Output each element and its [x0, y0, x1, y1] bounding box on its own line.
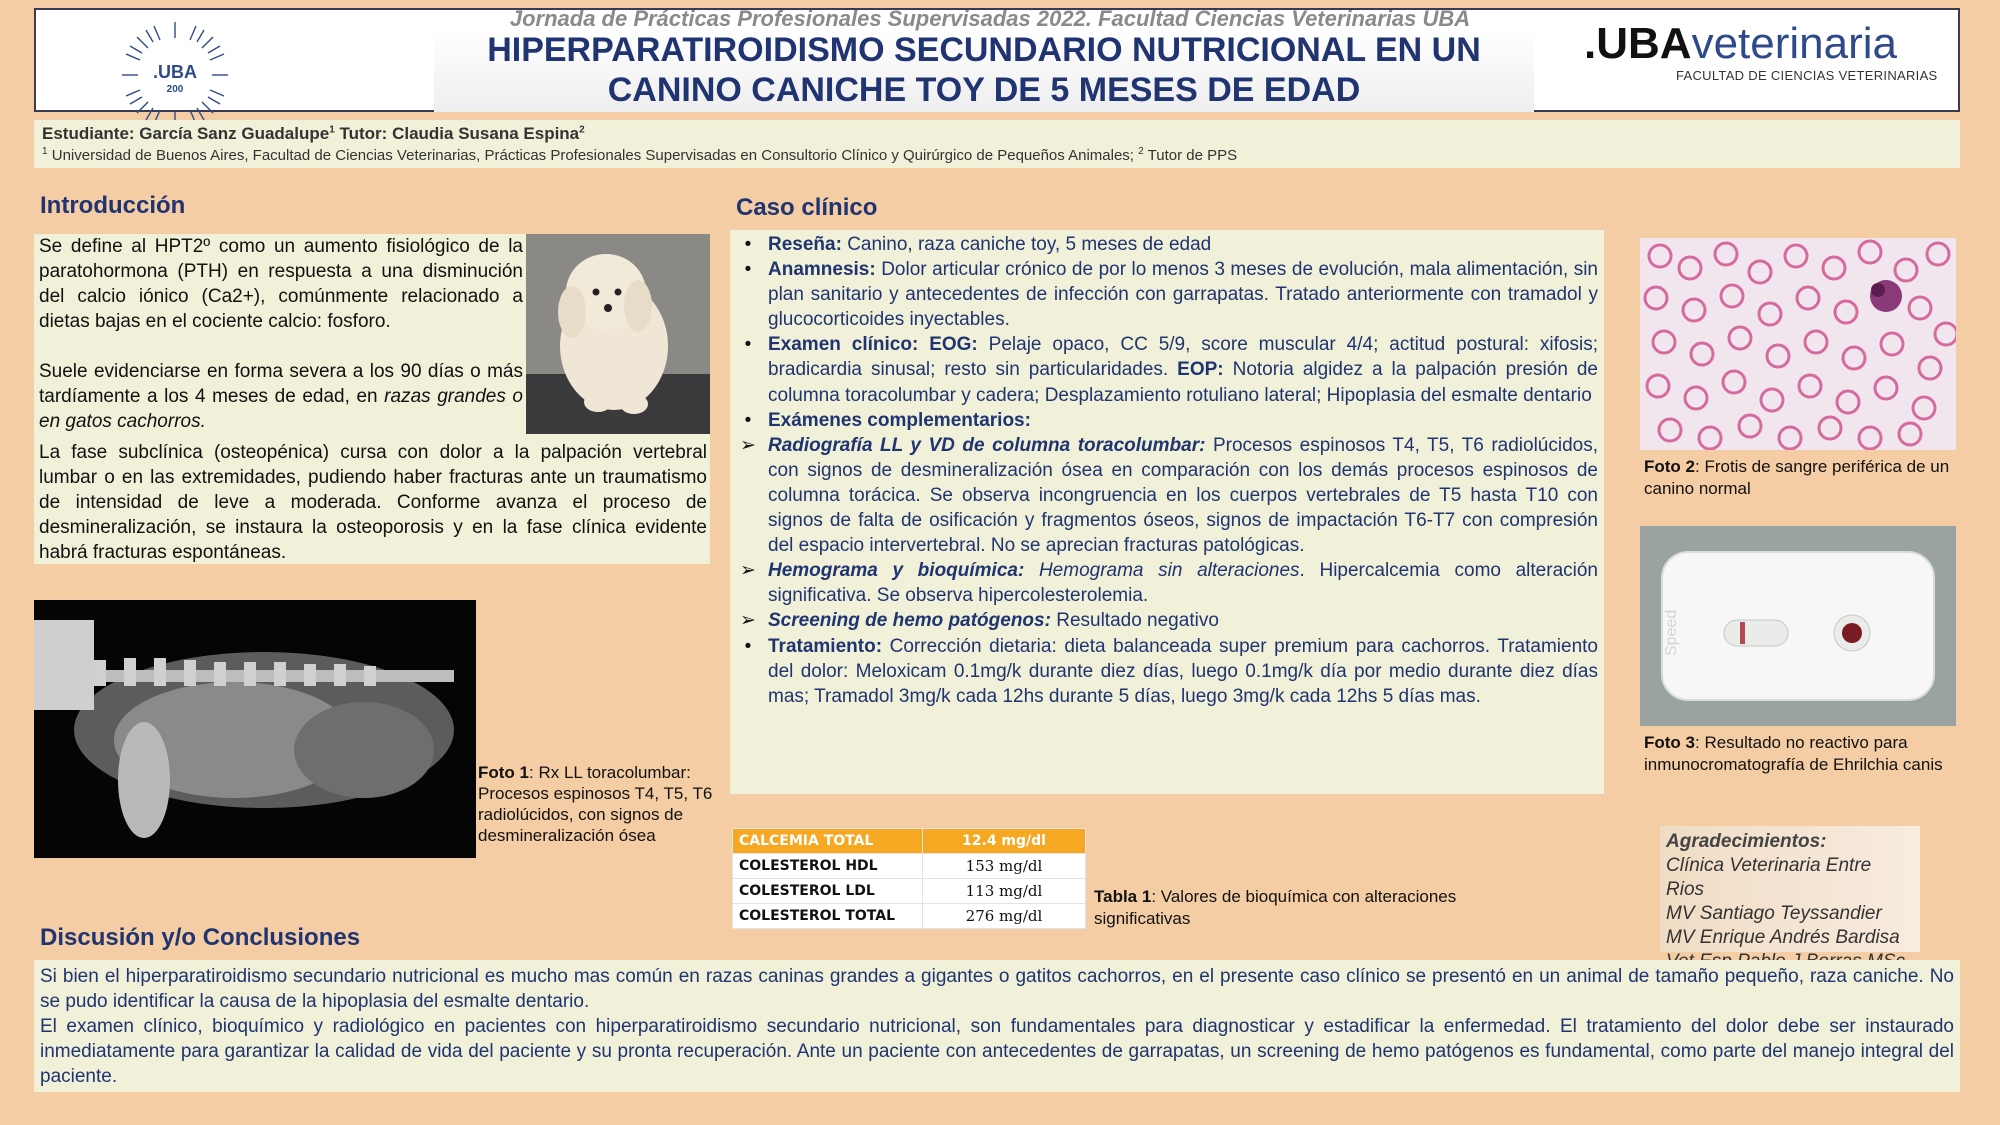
acknowledgement-name: MV Santiago Teyssandier: [1666, 903, 1882, 924]
acknowledgements-heading: Agradecimientos:: [1666, 831, 1827, 852]
foto1-label: Foto 1: [478, 763, 529, 782]
acknowledgement-name: MV Enrique Andrés Bardisa: [1666, 927, 1900, 948]
vet-brand-sub: FACULTAD DE CIENCIAS VETERINARIAS: [1676, 68, 1938, 83]
student-name: García Sanz Guadalupe: [139, 124, 330, 143]
authors-line: [42, 124, 1952, 144]
table-key: COLESTEROL HDL: [733, 854, 923, 879]
vet-brand-bold: .UBA: [1584, 19, 1692, 68]
case-label: Anamnesis:: [768, 259, 876, 281]
foto2-caption: [1644, 456, 1954, 500]
case-item-hemograma: [734, 558, 1598, 608]
table-row: [733, 904, 1086, 929]
poster-title: [434, 30, 1534, 110]
case-item-radiografia: [734, 433, 1598, 558]
table-key: COLESTEROL TOTAL: [733, 904, 923, 929]
case-item-complementarios: [734, 408, 1598, 433]
table-value: 276 mg/dl: [923, 904, 1086, 929]
foto3-caption: [1644, 732, 1954, 776]
foto2-label: Foto 2: [1644, 457, 1695, 476]
foto3-label: Foto 3: [1644, 733, 1695, 752]
acknowledgement-name: Clínica Veterinaria Entre Rios: [1666, 855, 1872, 900]
table-value: 113 mg/dl: [923, 879, 1086, 904]
case-item-anamnesis: [734, 257, 1598, 332]
table1-label: Tabla 1: [1094, 887, 1152, 906]
case-bullet: •: [744, 234, 752, 255]
case-bullet: •: [744, 635, 752, 657]
case-label: Hemograma y bioquímica:: [768, 560, 1025, 582]
case-item-screening: [734, 608, 1598, 633]
rapid-test-photo: [1640, 526, 1956, 726]
case-item-examen: [734, 332, 1598, 407]
tutor-name: Claudia Susana Espina: [392, 124, 580, 143]
case-bullet: ➢: [740, 434, 756, 456]
table-value: 153 mg/dl: [923, 854, 1086, 879]
table-row: [733, 829, 1086, 854]
table-value: 12.4 mg/dl: [923, 829, 1086, 854]
uba-veterinaria-logo: [1584, 20, 1944, 90]
case-text: Corrección dietaria: dieta balanceada super premium para cachorros. Tratamiento del dolor: Meloxicam 0.1mg/k durante diez días, luego 0.1mg/k día por medio durante diez días mas; Tramadol 3mg/k cada 12hs durante 5 días, luego 3mg/k cada 12hs 5 días mas.: [768, 635, 1598, 707]
authors-panel: [34, 120, 1960, 168]
biochemistry-table: [732, 828, 1086, 929]
title-line-1: HIPERPARATIROIDISMO SECUNDARIO NUTRICIONAL EN UN: [487, 31, 1481, 69]
table-key: COLESTEROL LDL: [733, 879, 923, 904]
case-bullet: •: [744, 334, 752, 356]
conference-name: Jornada de Prácticas Profesionales Supervisadas 2022. Facultad Ciencias Veterinarias UBA: [509, 6, 1471, 31]
case-item-tratamiento: [734, 634, 1598, 709]
case-text-2: Notoria algidez a la palpación presión de columna toracolumbar y cadera; Desplazamiento rotuliano lateral; Hipoplasia del esmalte dentario: [768, 359, 1598, 406]
tutor-sup: 2: [579, 124, 585, 136]
vet-brand-light: veterinaria: [1691, 19, 1897, 68]
case-label: Reseña:: [768, 234, 842, 255]
conclusions-heading: Discusión y/o Conclusiones: [40, 924, 361, 951]
student-label: Estudiante:: [42, 124, 135, 143]
foto1-text: : Rx LL toracolumbar: Procesos espinosos T4, T5, T6 radiolúcidos, con signos de desmineralización ósea: [478, 763, 713, 845]
case-text: . Hipercalcemia como alteración significativa. Se observa hipercolesterolemia.: [768, 560, 1598, 607]
affiliations-line: [42, 146, 1952, 164]
case-label-2: EOP:: [1168, 359, 1224, 381]
foto2-text: : Frotis de sangre periférica de un canino normal: [1644, 457, 1950, 498]
table1-caption: [1094, 886, 1514, 930]
affiliation-2: Tutor de PPS: [1147, 147, 1238, 164]
intro-p2-text: Suele evidenciarse en forma severa a los 90 días o más tardíamente a los 4 meses de edad, en: [39, 361, 523, 407]
foto3-text: : Resultado no reactivo para inmunocromatografía de Ehrilchia canis: [1644, 733, 1943, 774]
case-text: Resultado negativo: [1050, 610, 1219, 632]
blood-smear-photo: [1640, 238, 1956, 450]
case-bullet: •: [744, 259, 752, 281]
case-panel: [730, 230, 1604, 794]
intro-p2-italic: razas grandes o en gatos cachorros.: [39, 386, 524, 432]
intro-heading: Introducción: [40, 192, 186, 219]
table-key: CALCEMIA TOTAL: [733, 829, 923, 854]
case-text: Pelaje opaco, CC 5/9, score muscular 4/4; actitud postural: xifosis; bradicardia sinusal; resto sin particularidades.: [768, 334, 1599, 381]
uba-logo-text: .UBA: [153, 62, 197, 82]
case-text: Procesos espinosos T4, T5, T6 radiolúcidos, con signos de desmineralización ósea en comparación con los demás procesos espinosos de columna torácica. Se observa incongruencia en los cuerpos vertebrales de T5 hasta T10 con signos de falta de osificación y fragmentos óseos, signos de impactación T6-T7 con compresión del espacio intervertebral. No se aprecian fracturas patológicas.: [768, 434, 1598, 557]
intro-paragraph-1: Se define al HPT2º como un aumento fisiológico de la paratohormona (PTH) en respuesta a una disminución del calcio iónico (Ca2+), comúnmente relacionado a dietas bajas en el cociente calcio: fosforo.: [39, 236, 523, 332]
student-sup: 1: [329, 124, 335, 136]
title-line-2: CANINO CANICHE TOY DE 5 MESES DE EDAD: [607, 71, 1361, 109]
svg-text:Speed: Speed: [1663, 609, 1680, 656]
case-bullet: ➢: [740, 610, 756, 632]
case-label: Examen clínico: EOG:: [768, 334, 978, 356]
case-bullet: •: [744, 409, 752, 431]
foto1-caption: [478, 762, 728, 846]
dog-photo: [526, 234, 710, 434]
case-label: Radiografía LL y VD de columna toracolumbar:: [768, 434, 1206, 456]
table-row: [733, 879, 1086, 904]
acknowledgements-panel: [1660, 826, 1920, 952]
uba-logo-sub: 200: [166, 84, 184, 95]
aff1-sup: 1: [42, 146, 48, 157]
case-label: Tratamiento:: [768, 635, 883, 657]
case-bullet: ➢: [740, 560, 756, 582]
case-item-resena: [734, 232, 1598, 257]
case-label: Screening de hemo patógenos:: [768, 610, 1051, 632]
conclusions-panel: [34, 960, 1960, 1092]
xray-image: [34, 600, 476, 858]
table-row: [733, 854, 1086, 879]
uba-200-logo: [120, 20, 230, 130]
conclusions-paragraph-2: El examen clínico, bioquímico y radiológico en pacientes con hiperparatiroidismo secundario nutricional, son fundamentales para diagnosticar y estadificar la enfermedad. El tratamiento del dolor debe ser instaurado inmediatamente para garantizar la calidad de vida del paciente y su pronta recuperación. Ante un paciente con antecedentes de garrapatas, un screening de hemo patógenos es fundamental, como parte del manejo integral del paciente.: [40, 1016, 1954, 1087]
case-text-italic: Hemograma sin alteraciones: [1024, 560, 1300, 582]
intro-paragraph-3: La fase subclínica (osteopénica) cursa con dolor a la palpación vertebral lumbar o en las extremidades, pudiendo haber fracturas ante un traumatismo de intensidad de leve a moderada. Conforme avanza el proceso de desmineralización, se instaura la osteoporosis y en la fase clínica evidente habrá fracturas espontáneas.: [39, 442, 707, 563]
table1-text: : Valores de bioquímica con alteraciones significativas: [1094, 887, 1457, 928]
case-text: Dolor articular crónico de por lo menos 3 meses de evolución, mala alimentación, sin plan sanitario y antecedentes de infección con garrapatas. Tratado anteriormente con tramadol y glucocorticoides inyectables.: [768, 259, 1598, 331]
case-text: Canino, raza caniche toy, 5 meses de edad: [841, 234, 1212, 255]
conclusions-paragraph-1: Si bien el hiperparatiroidismo secundario nutricional es mucho mas común en razas caninas grandes a gigantes o gatitos cachorros, en el presente caso clínico se presentó en un animal de tamaño pequeño, raza caniche. No se pudo identificar la causa de la hipoplasia del esmalte dentario.: [40, 966, 1954, 1012]
intro-paragraph-2: [39, 359, 523, 434]
aff2-sup: 2: [1138, 146, 1144, 157]
affiliation-1: Universidad de Buenos Aires, Facultad de Ciencias Veterinarias, Prácticas Profesionales Supervisadas en Consultorio Clínico y Quirúrgico de Pequeños Animales;: [51, 147, 1134, 164]
case-label: Exámenes complementarios:: [768, 409, 1031, 431]
case-heading: Caso clínico: [736, 194, 878, 221]
tutor-label: Tutor:: [339, 124, 388, 143]
